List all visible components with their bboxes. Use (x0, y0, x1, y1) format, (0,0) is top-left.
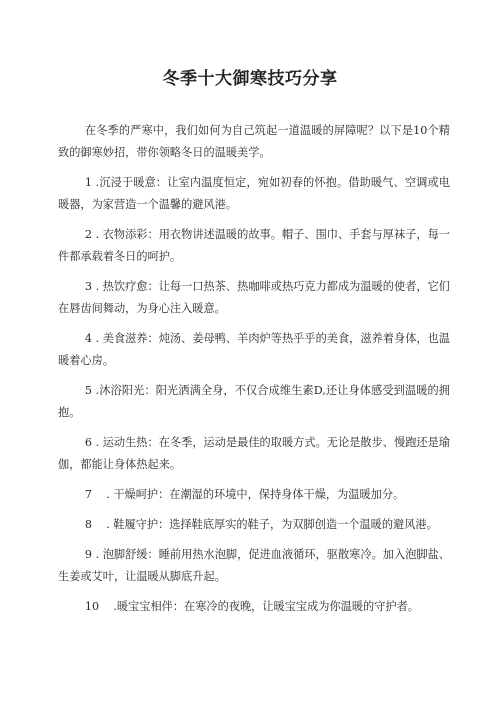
document-title: 冬季十大御寒技巧分享 (162, 69, 338, 89)
tip-item-3: 3 . 热饮疗愈：让每一口热茶、热咖啡或热巧克力都成为温暖的使者，它们在唇齿间舞动，为身心注入暖意。 (58, 280, 450, 315)
tip-item-9: 9 . 泡脚舒缓：睡前用热水泡脚，促进血液循环，驱散寒冷。加入泡脚盐、生姜或艾叶，让温暖从脚底升起。 (58, 548, 450, 583)
tip-item-4: 4 . 美食滋养：炖汤、姜母鸭、羊肉炉等热乎乎的美食，滋养着身体，也温暖着心房。 (58, 332, 450, 367)
tip-item-6: 6 . 运动生热：在冬季，运动是最佳的取暖方式。无论是散步、慢跑还是瑜伽，都能让身体热起来。 (58, 436, 450, 471)
tip-item-1: 1 .沉浸于暖意：让室内温度恒定，宛如初春的怀抱。借助暖气、空调或电暖器，为家营造一个温馨的避风港。 (58, 176, 450, 211)
tip-item-5: 5 .沐浴阳光：阳光洒满全身，不仅合成维生素D,还让身体感受到温暖的拥抱。 (58, 384, 450, 419)
tip-item-8: 8 . 鞋履守护：选择鞋底厚实的鞋子，为双脚创造一个温暖的避风港。 (84, 518, 438, 531)
tip-item-10: 10 .暖宝宝相伴：在寒冷的夜晚，让暖宝宝成为你温暖的守护者。 (84, 600, 419, 613)
tip-item-7: 7 . 干燥呵护：在潮湿的环境中，保持身体干燥，为温暖加分。 (84, 488, 405, 501)
intro-paragraph: 在冬季的严寒中，我们如何为自己筑起一道温暖的屏障呢？以下是10个精致的御寒妙招，带你领略冬日的温暖美学。 (58, 124, 450, 159)
document-body (58, 120, 450, 626)
tip-item-2: 2 . 衣物添彩：用衣物讲述温暖的故事。帽子、围巾、手套与厚袜子，每一件都承载着冬日的呵护。 (58, 228, 450, 263)
